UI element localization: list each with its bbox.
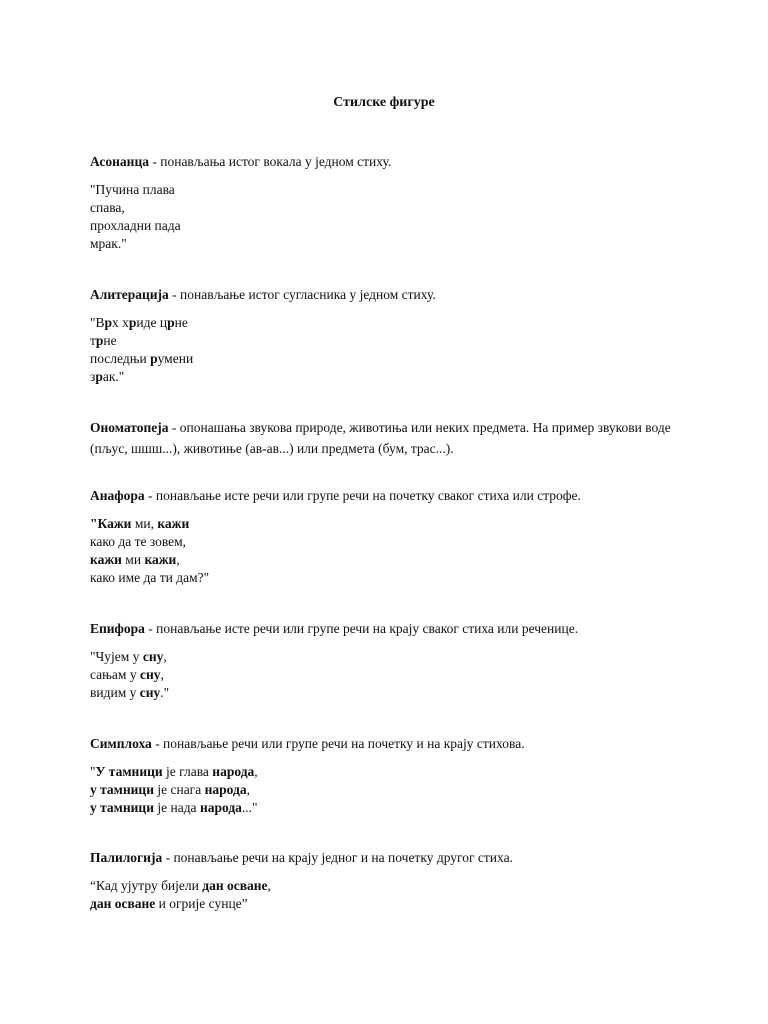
verse-text: последњи — [90, 351, 151, 366]
emphasized-text: народа — [212, 764, 255, 779]
definition — [90, 848, 690, 868]
definition-text: - понављање речи на крају једног и на почетку другог стиха. — [162, 850, 513, 865]
verse-text: ." — [160, 685, 170, 700]
verse-line — [90, 569, 690, 587]
emphasized-text: р — [95, 333, 104, 348]
definition — [90, 734, 690, 754]
verse-text: је снага — [153, 782, 205, 797]
emphasized-text: р — [128, 315, 137, 330]
verse-line — [90, 895, 690, 913]
verse-text: ми — [121, 552, 145, 567]
term: Асонанца — [90, 154, 149, 169]
emphasized-text: у тамници — [90, 800, 154, 815]
verse-text: како да те зовем, — [90, 534, 187, 549]
definition-text: - понављање исте речи или групе речи на крају сваког стиха или реченице. — [144, 621, 579, 636]
section-simploha — [90, 734, 690, 817]
emphasized-text: у тамници — [90, 782, 154, 797]
verse-text: т — [90, 333, 96, 348]
verse-line — [90, 181, 690, 199]
verse-line — [90, 877, 690, 895]
definition — [90, 417, 690, 459]
verse-line — [90, 332, 690, 350]
example-verse — [90, 877, 690, 913]
verse-text: је нада — [153, 800, 200, 815]
verse-text: з — [90, 369, 96, 384]
verse-line — [90, 551, 690, 569]
verse-text: прохладни пада — [90, 218, 181, 233]
definition-text: - понављање исте речи или групе речи на почетку сваког стиха или строфе. — [144, 488, 581, 503]
verse-text: не — [174, 315, 188, 330]
verse-text: умени — [157, 351, 194, 366]
verse-line — [90, 314, 690, 332]
verse-text: иде ц — [136, 315, 168, 330]
section-onomatopeja — [90, 417, 690, 459]
verse-text: ак." — [102, 369, 125, 384]
emphasized-text: кажи — [144, 552, 177, 567]
emphasized-text: р — [150, 351, 158, 366]
verse-text: не — [103, 333, 117, 348]
verse-line — [90, 515, 690, 533]
term: Алитерација — [90, 287, 169, 302]
emphasized-text: кажи — [157, 516, 190, 531]
definition-text: - понављања истог вокала у једном стиху. — [149, 154, 392, 169]
example-verse — [90, 181, 690, 253]
verse-text: х х — [112, 315, 129, 330]
verse-text: "Чујем у — [90, 649, 143, 664]
verse-text: мрак." — [90, 236, 127, 251]
verse-line — [90, 368, 690, 386]
emphasized-text: сну — [139, 667, 161, 682]
section-epifora — [90, 619, 690, 702]
verse-text: , — [176, 552, 180, 567]
verse-text: , — [160, 667, 164, 682]
verse-text: " — [90, 764, 96, 779]
emphasized-text: сну — [142, 649, 164, 664]
emphasized-text: р — [167, 315, 175, 330]
verse-text: "В — [90, 315, 105, 330]
verse-text: , — [163, 649, 167, 664]
emphasized-text: народа — [204, 782, 247, 797]
verse-line — [90, 235, 690, 253]
emphasized-text: "Кажи — [90, 516, 132, 531]
verse-text: како име да ти дам?" — [90, 570, 210, 585]
term: Ономатопеја — [90, 420, 169, 435]
term: Анафора — [90, 488, 145, 503]
example-verse — [90, 515, 690, 587]
definition — [90, 285, 690, 305]
verse-line — [90, 781, 690, 799]
verse-line — [90, 350, 690, 368]
emphasized-text: дан осване — [90, 896, 156, 911]
emphasized-text: р — [95, 369, 103, 384]
verse-text: “Кад ујутру бијели — [90, 878, 203, 893]
term: Епифора — [90, 621, 145, 636]
verse-text: ми, — [131, 516, 158, 531]
page-title: Стилске фигуре — [333, 95, 435, 110]
verse-text: и огрије сунце” — [155, 896, 248, 911]
verse-line — [90, 666, 690, 684]
verse-line — [90, 763, 690, 781]
definition — [90, 152, 690, 172]
section-anafora — [90, 486, 690, 587]
verse-line — [90, 799, 690, 817]
section-aliteracija — [90, 285, 690, 386]
verse-text: спава, — [90, 200, 125, 215]
example-verse — [90, 763, 690, 817]
term: Симплоха — [90, 736, 152, 751]
verse-text: сањам у — [90, 667, 140, 682]
verse-text: "Пучина плава — [90, 182, 175, 197]
section-asonanca — [90, 152, 690, 253]
verse-line — [90, 199, 690, 217]
example-verse — [90, 314, 690, 386]
verse-line — [90, 533, 690, 551]
definition-text: - понављање истог сугласника у једном стиху. — [168, 287, 436, 302]
emphasized-text: У тамници — [95, 764, 163, 779]
example-verse — [90, 648, 690, 702]
verse-line — [90, 217, 690, 235]
definition — [90, 619, 690, 639]
verse-line — [90, 648, 690, 666]
verse-text: видим у — [90, 685, 140, 700]
term: Палилогија — [90, 850, 163, 865]
section-palilogija — [90, 848, 690, 913]
emphasized-text: сну — [139, 685, 161, 700]
verse-line — [90, 684, 690, 702]
emphasized-text: кажи — [90, 552, 122, 567]
emphasized-text: народа — [199, 800, 242, 815]
verse-text: , — [254, 764, 258, 779]
verse-text: ..." — [241, 800, 258, 815]
definition-text: - опонашања звукова природе, животиња или неких предмета. На пример звукови воде (пљус, шшш...), животиње (ав-ав...) или предмета (бум, трас...). — [90, 420, 671, 456]
verse-text: , — [267, 878, 271, 893]
definition-text: - понављање речи или групе речи на почетку и на крају стихова. — [151, 736, 525, 751]
verse-text: , — [246, 782, 250, 797]
verse-text: је глава — [162, 764, 213, 779]
emphasized-text: р — [104, 315, 113, 330]
definition — [90, 486, 690, 506]
emphasized-text: дан осване — [202, 878, 268, 893]
